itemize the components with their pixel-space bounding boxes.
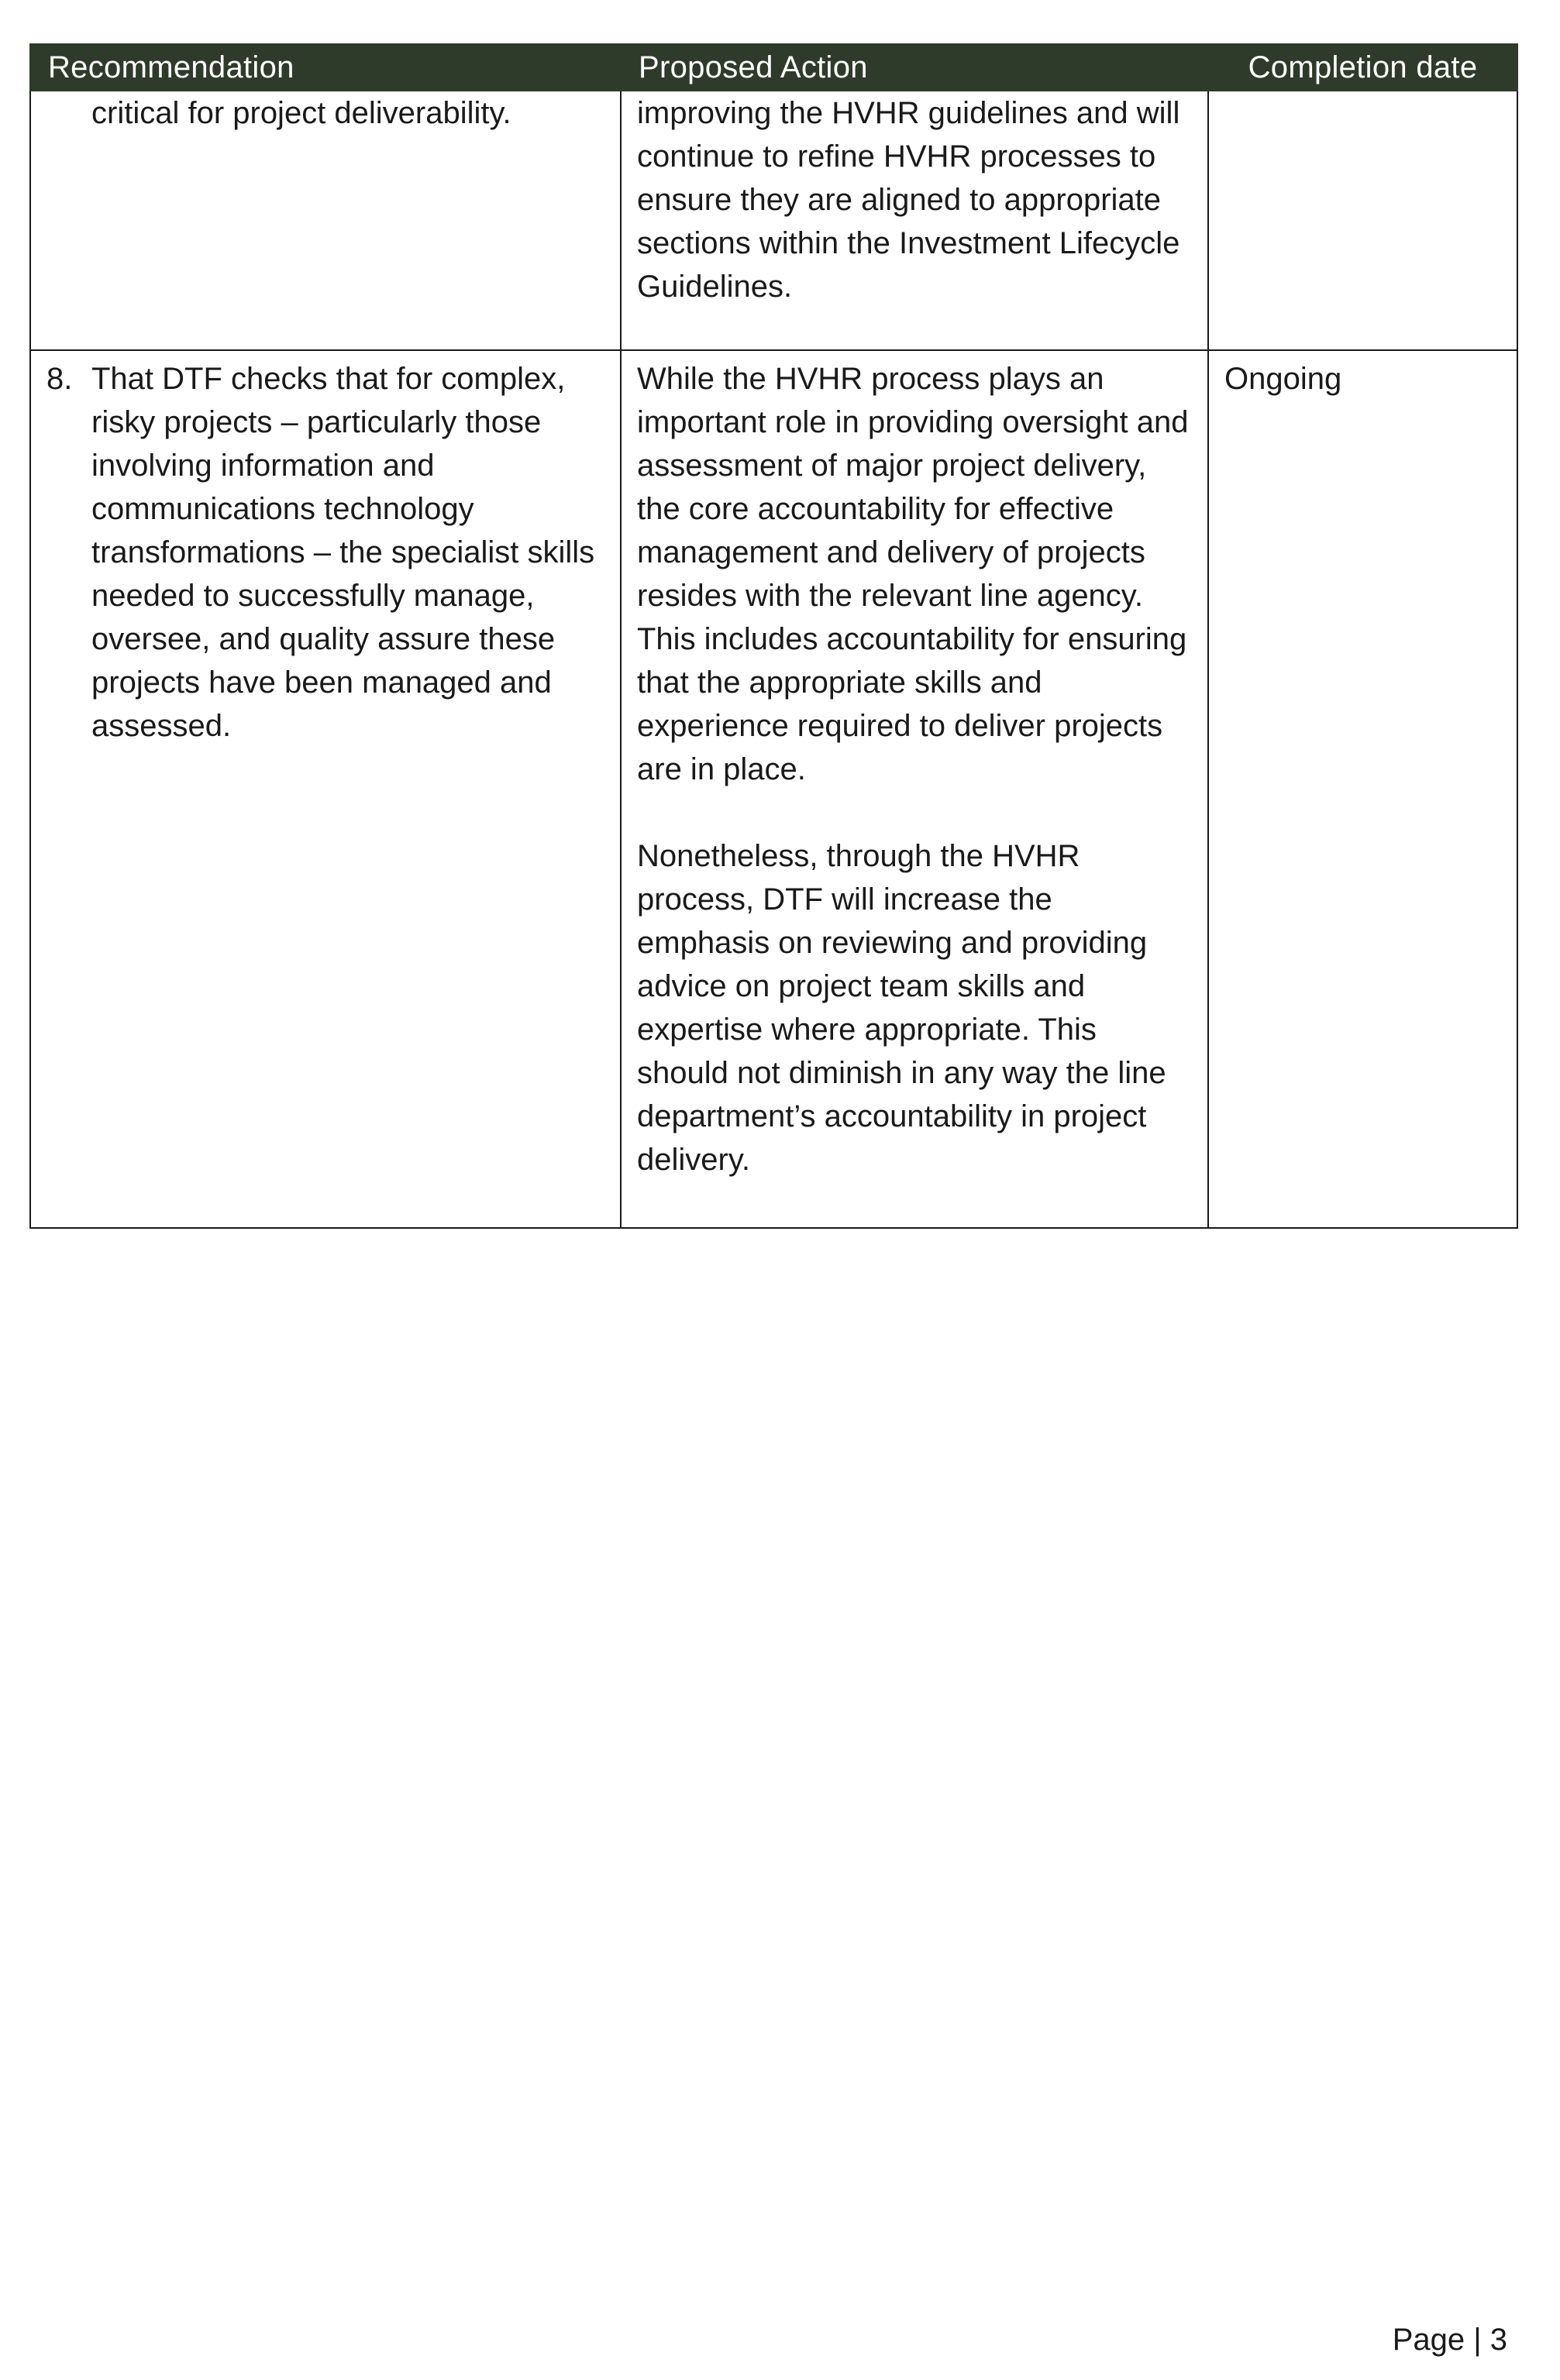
header-recommendation: Recommendation [30, 44, 621, 91]
recommendations-table [29, 43, 1518, 1229]
action-cell [621, 350, 1208, 1228]
header-proposed-action: Proposed Action [621, 44, 1208, 91]
recommendation-item [46, 357, 604, 748]
page-number: Page | 3 [1392, 2323, 1507, 2357]
action-paragraph: While the HVHR process plays an important role in providing oversight and assessment of major project delivery, the core accountability for effective management and delivery of projects resides with the relevant line agency. This includes accountability for ensuring that the appropriate skills and experience required to deliver projects are in place. [637, 362, 1189, 786]
action-cell: improving the HVHR guidelines and will continue to refine HVHR processes to ensure they are aligned to appropriate sections within the Investment Lifecycle Guidelines. [621, 91, 1208, 350]
recommendation-text: That DTF checks that for complex, risky projects – particularly those involving information and communications technology transformations – the specialist skills needed to successfully manage, oversee, and quality assure these projects have been managed and assessed. [91, 362, 595, 743]
table-header-row [30, 44, 1517, 91]
action-paragraph: Nonetheless, through the HVHR process, DTF will increase the emphasis on reviewing and providing advice on project team skills and expertise where appropriate. This should not diminish in any way the line department’s accountability in project delivery. [637, 839, 1166, 1177]
date-cell: Ongoing [1208, 350, 1517, 1228]
table-row-8 [30, 350, 1517, 1228]
header-completion-date: Completion date [1208, 44, 1517, 91]
table-row-continued [30, 91, 1517, 350]
recommendation-cell: critical for project deliverability. [30, 91, 621, 350]
date-cell [1208, 91, 1517, 350]
recommendation-number: 8. [46, 362, 73, 396]
recommendation-cell [30, 350, 621, 1228]
